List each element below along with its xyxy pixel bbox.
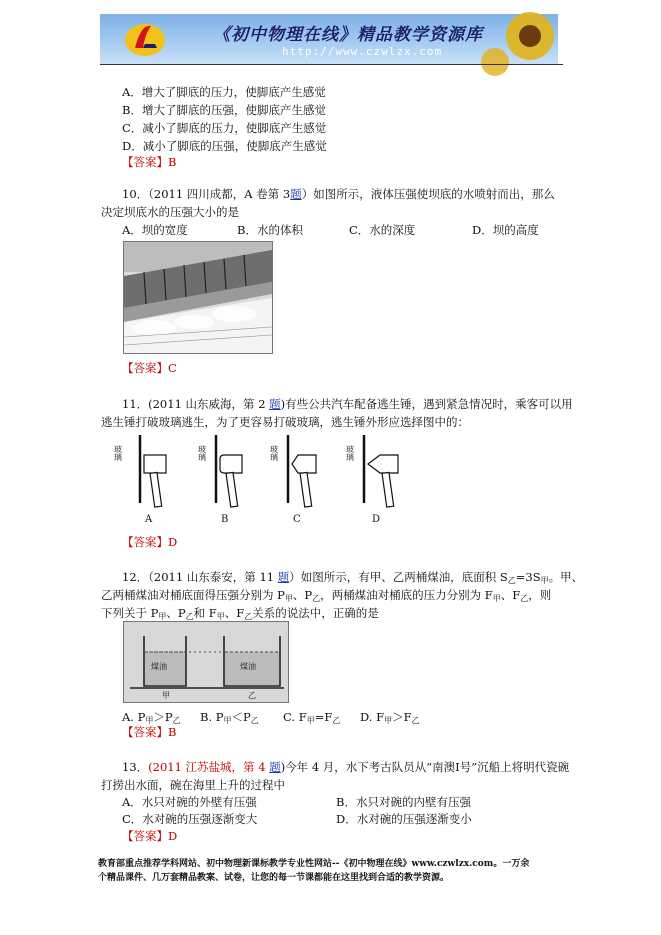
q9-answer [122,155,176,169]
q12-stem-text: 乙两桶煤油对桶底面得压强分别为 P [101,588,285,602]
q12-link[interactable]: 题 [277,570,290,584]
figure-label-d: D [372,514,381,525]
option-text: P [164,710,173,724]
subscript: 甲 [384,716,393,725]
answer-letter: B [168,155,177,169]
subscript: 甲 [216,612,225,621]
option-operator: = [314,710,325,724]
figure-label-c: C [293,514,301,525]
q10-answer [122,361,177,375]
q13-option-c: C．水对碗的压强逐渐变大 [122,812,258,826]
q10-option-a: A．坝的宽度 [122,223,188,237]
subscript: 甲 [284,594,293,603]
subscript: 甲 [540,576,549,585]
hammer-head-d [368,455,398,473]
oil-label-yi: 煤油 [240,662,256,671]
subscript: 乙 [244,612,253,621]
q10-stem-text: ）如图所示，液体压强使坝底的水喷射而出，那么 [301,187,555,201]
bucket-label-yi: 乙 [248,691,256,700]
option-text: F [324,710,333,724]
subscript: 乙 [332,716,341,725]
footer-line2: 个精品课件、几万套精品教案、试卷，让您的每一节课都能在这里找到合适的教学资源。 [98,873,450,883]
hammer-head-b [220,455,242,473]
option-text: C. F [283,710,307,724]
q12-stem-text: 下列关于 P [101,606,159,620]
hammer-handle-b [226,472,238,507]
hammer-head-a [144,455,166,473]
answer-tag: 【答案】 [122,155,168,169]
banner-url[interactable]: http://www.czwlzx.com [282,45,443,58]
q12-stem-line3 [101,606,379,622]
glass-label-a: 玻璃 [113,445,123,461]
q9-option-a: A．增大了脚底的压力，使脚底产生感觉 [122,85,326,99]
dam-photo [123,241,273,354]
answer-tag: 【答案】 [122,361,168,375]
footer-line1: 教育部重点推荐学科网站、初中物理新课标教学专业性网站--《初中物理在线》www.czwlzx.com。一万余 [98,859,530,869]
hammer-handle-a [150,472,162,507]
q11-source: 11．(2011 山东威海，第 2 [122,397,270,411]
q9-option-d: D．减小了脚底的压强，使脚底产生感觉 [122,139,327,153]
subscript: 乙 [507,576,516,585]
q13-option-d: D．水对碗的压强逐渐变小 [336,812,472,826]
option-text: D. F [360,710,385,724]
q12-answer [122,725,176,739]
q13-source: (2011 江苏盐城，第 4 [148,760,270,774]
q12-option-a [122,710,181,726]
answer-letter: C [168,361,177,375]
q13-stem-line2: 打捞出水面，碗在海里上升的过程中 [101,778,285,792]
answer-tag: 【答案】 [122,829,168,843]
q10-stem-line2: 决定坝底水的压强大小的是 [101,205,239,219]
option-text: F [403,710,412,724]
q13-stem-text: )今年 4 月，水下考古队员从“南澳Ⅰ号”沉船上将明代瓷碗 [280,760,570,774]
q12-stem-text: =3S [515,570,541,584]
subscript: 乙 [312,594,321,603]
subscript: 甲 [223,716,232,725]
hammer-handle-c [300,472,312,507]
q12-stem-line2 [101,588,551,604]
q12-stem-text: 、F [500,588,521,602]
q13-stem-line1 [122,760,569,774]
subscript: 甲 [492,594,501,603]
q10-option-c: C．水的深度 [349,223,416,237]
q13-option-a: A．水只对碗的外壁有压强 [122,795,257,809]
q12-stem-text: 和 F [193,606,217,620]
glass-label-b: 玻璃 [197,445,207,461]
q12-stem-text: 关系的说法中，正确的是 [252,606,379,620]
q10-source: 10．（2011 四川成都，A 卷第 3 [122,187,291,201]
q12-stem-text: 。甲、 [548,570,584,584]
q13-number: 13． [122,760,149,774]
subscript: 乙 [185,612,194,621]
subscript: 乙 [172,716,181,725]
q12-option-c [283,710,340,726]
q13-option-b: B．水只对碗的内壁有压强 [336,795,471,809]
q11-stem-line2: 逃生锤打破玻璃逃生，为了更容易打破玻璃，逃生锤外形应选择图中的： [101,415,469,429]
hammer-figure [113,433,408,533]
subscript: 甲 [306,716,315,725]
subscript: 乙 [411,716,420,725]
answer-tag: 【答案】 [122,725,168,739]
hammer-head-c [292,455,316,473]
q11-answer [122,535,177,549]
glass-label-c: 玻璃 [269,445,279,461]
banner-title: 《初中物理在线》精品教学资源库 [213,25,483,45]
q10-link[interactable]: 题 [290,187,302,201]
figure-label-b: B [221,514,229,525]
q10-option-b: B．水的体积 [237,223,303,237]
q13-link[interactable]: 题 [269,760,281,774]
answer-tag: 【答案】 [122,535,168,549]
figure-label-a: A [145,514,153,525]
option-operator: ＞ [153,710,165,724]
q10-stem-line1 [122,187,555,201]
q10-option-d: D．坝的高度 [472,223,539,237]
option-text: A. P [122,710,146,724]
q12-source: 12．（2011 山东泰安，第 11 [122,570,278,584]
q11-stem-text: )有些公共汽车配备逃生锤，遇到紧急情况时，乘客可以用 [280,397,573,411]
glass-label-d: 玻璃 [345,445,355,461]
q9-option-c: C．减小了脚底的压力，使脚底产生感觉 [122,121,327,135]
q12-option-b [200,710,259,726]
header-rule [100,64,563,65]
subscript: 甲 [158,612,167,621]
bucket-label-jia: 甲 [162,691,170,700]
buckets-photo [123,621,289,703]
hammer-handle-d [382,472,394,507]
site-logo-icon [121,18,169,58]
answer-letter: D [168,535,178,549]
subscript: 乙 [520,594,529,603]
q12-option-d [360,710,420,726]
q12-stem-text: ）如图所示，有甲、乙两桶煤油，底面积 S [289,570,508,584]
q12-stem-text: ，两桶煤油对桶底的压力分别为 F [320,588,493,602]
option-text: P [243,710,251,724]
option-operator: ＜ [231,710,243,724]
option-operator: ＞ [392,710,404,724]
subscript: 甲 [145,716,154,725]
q12-stem-text: 、F [224,606,245,620]
q9-option-b: B．增大了脚底的压强，使脚底产生感觉 [122,103,326,117]
option-text: B. P [200,710,224,724]
q13-answer [122,829,177,843]
q12-stem-text: ，则 [528,588,552,602]
q12-stem-text: 、P [166,606,186,620]
answer-letter: D [168,829,178,843]
q11-link[interactable]: 题 [269,397,281,411]
q11-stem-line1 [122,397,573,411]
subscript: 乙 [250,716,259,725]
oil-label-jia: 煤油 [151,662,167,671]
q12-stem-text: 、P [292,588,313,602]
q12-stem-line1 [122,570,583,586]
answer-letter: B [168,725,177,739]
